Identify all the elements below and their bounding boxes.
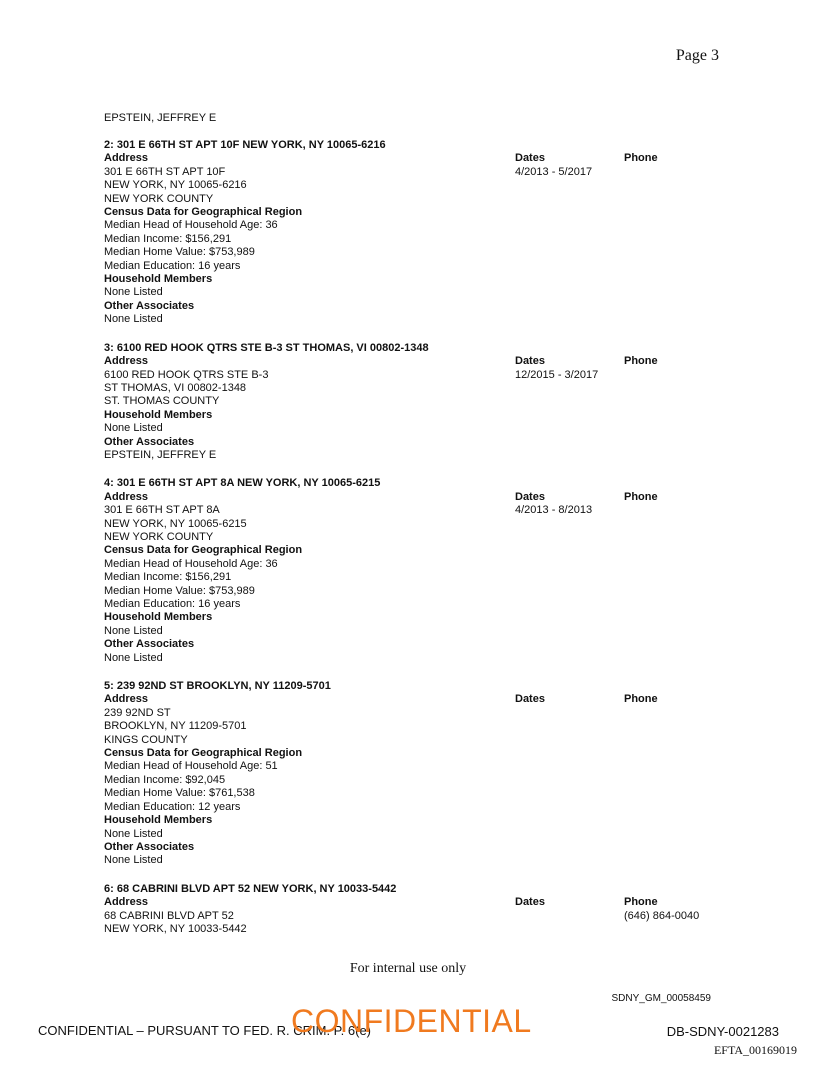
record-detail-line: 68 CABRINI BLVD APT 52	[104, 909, 234, 922]
dates-label: Dates	[515, 693, 545, 706]
dates-label: Dates	[515, 490, 545, 503]
record-heading: 2: 301 E 66TH ST APT 10F NEW YORK, NY 10065-6216	[104, 139, 386, 151]
dates-value: 12/2015 - 3/2017	[515, 368, 599, 381]
confidential-stamp: CONFIDENTIAL	[291, 1003, 532, 1039]
record-detail-line: NEW YORK, NY 10065-6216	[104, 179, 247, 192]
dates-column	[515, 152, 625, 179]
record-section-label: Household Members	[104, 273, 213, 286]
record-detail-line: Median Education: 16 years	[104, 598, 241, 610]
phone-column	[624, 152, 734, 165]
record-section-label: Other Associates	[104, 435, 195, 448]
record-detail-line: Median Head of Household Age: 36	[104, 219, 278, 232]
record-section-label: Household Members	[104, 814, 213, 827]
record-detail-line: 6100 RED HOOK QTRS STE B-3	[104, 368, 269, 381]
phone-column	[624, 896, 734, 923]
record-detail-line: NEW YORK, NY 10065-6215	[104, 517, 247, 530]
record-section-label: Address	[104, 896, 149, 909]
record-section-label: Census Data for Geographical Region	[104, 544, 303, 557]
record-section-label: Address	[104, 152, 149, 165]
record-section-label: Household Members	[104, 611, 213, 624]
record-detail-line: NEW YORK COUNTY	[104, 530, 214, 543]
dates-value: 4/2013 - 8/2013	[515, 504, 593, 517]
dates-label: Dates	[515, 896, 545, 909]
dates-column	[515, 693, 625, 706]
record-section-label: Other Associates	[104, 638, 195, 651]
record-detail-line: ST THOMAS, VI 00802-1348	[104, 381, 247, 394]
phone-label: Phone	[624, 355, 658, 368]
dates-column	[515, 355, 625, 382]
bates-number-sdny-gm: SDNY_GM_00058459	[611, 993, 711, 1004]
record-detail-line: None Listed	[104, 827, 163, 840]
record-section-label: Census Data for Geographical Region	[104, 747, 303, 760]
record-section-label: Address	[104, 355, 149, 368]
record-body	[104, 355, 724, 462]
record-section-label: Other Associates	[104, 299, 195, 312]
record-detail-line: NEW YORK, NY 10033-5442	[104, 922, 247, 935]
dates-label: Dates	[515, 355, 545, 368]
record-heading: 5: 239 92ND ST BROOKLYN, NY 11209-5701	[104, 680, 331, 693]
page-number: Page 3	[675, 47, 719, 64]
record-detail-line: Median Head of Household Age: 51	[104, 760, 278, 773]
phone-column	[624, 693, 734, 706]
record-detail-line: 301 E 66TH ST APT 8A	[104, 504, 220, 517]
record-section-label: Other Associates	[104, 840, 195, 853]
record-heading: 4: 301 E 66TH ST APT 8A NEW YORK, NY 10065-6215	[104, 477, 381, 490]
internal-use-note: For internal use only	[349, 961, 467, 976]
record-section-label: Address	[104, 490, 149, 503]
record-section-label: Census Data for Geographical Region	[104, 206, 303, 219]
record-detail-line: None Listed	[104, 286, 163, 299]
phone-label: Phone	[624, 693, 658, 706]
address-record	[104, 139, 724, 327]
record-body	[104, 491, 724, 665]
record-detail-line: None Listed	[104, 624, 163, 637]
record-detail-line: 301 E 66TH ST APT 10F	[104, 165, 226, 178]
confidential-pursuant-note: CONFIDENTIAL – PURSUANT TO FED. R. CRIM. P. 6(e)	[38, 1023, 372, 1038]
address-record	[104, 342, 724, 463]
record-detail-line: Median Income: $156,291	[104, 232, 232, 245]
record-detail-line: NEW YORK COUNTY	[104, 192, 214, 205]
subject-name: EPSTEIN, JEFFREY E	[104, 112, 217, 124]
record-detail-line: Median Head of Household Age: 36	[104, 557, 278, 570]
address-record	[104, 477, 724, 665]
record-detail-line: ST. THOMAS COUNTY	[104, 395, 220, 408]
bates-number-efta: EFTA_00169019	[713, 1043, 797, 1057]
record-detail-line: Median Income: $156,291	[104, 571, 232, 584]
record-detail-line: Median Education: 12 years	[104, 800, 241, 813]
record-detail-line: Median Income: $92,045	[104, 773, 226, 786]
bates-number-db-sdny: DB-SDNY-0021283	[666, 1024, 779, 1039]
record-detail-line: KINGS COUNTY	[104, 733, 188, 746]
dates-column	[515, 491, 625, 518]
dates-column	[515, 896, 625, 909]
record-heading: 3: 6100 RED HOOK QTRS STE B-3 ST THOMAS, VI 00802-1348	[104, 341, 429, 354]
record-section-label: Address	[104, 693, 149, 706]
record-body	[104, 896, 724, 936]
record-detail-line: None Listed	[104, 651, 163, 664]
record-detail-line: Median Home Value: $753,989	[104, 246, 255, 259]
record-section-label: Household Members	[104, 408, 213, 421]
record-detail-line: Median Home Value: $761,538	[104, 787, 255, 800]
dates-value: 4/2013 - 5/2017	[515, 165, 593, 178]
record-detail-line: None Listed	[104, 422, 163, 435]
record-detail-line: None Listed	[104, 313, 163, 326]
address-record	[104, 680, 724, 868]
record-heading: 6: 68 CABRINI BLVD APT 52 NEW YORK, NY 10033-5442	[104, 882, 397, 895]
record-detail-line: None Listed	[104, 854, 163, 867]
record-detail-line: Median Education: 16 years	[104, 259, 241, 272]
record-body	[104, 693, 724, 867]
phone-label: Phone	[624, 896, 658, 909]
record-detail-line: Median Home Value: $753,989	[104, 584, 255, 597]
address-records	[104, 139, 724, 951]
record-detail-line: EPSTEIN, JEFFREY E	[104, 448, 217, 461]
phone-column	[624, 491, 734, 504]
phone-column	[624, 355, 734, 368]
address-record	[104, 883, 724, 937]
record-detail-line: BROOKLYN, NY 11209-5701	[104, 720, 247, 733]
dates-label: Dates	[515, 152, 545, 165]
phone-label: Phone	[624, 152, 658, 165]
record-body	[104, 152, 724, 326]
phone-value: (646) 864-0040	[624, 909, 700, 922]
record-detail-line: 239 92ND ST	[104, 706, 171, 719]
phone-label: Phone	[624, 490, 658, 503]
